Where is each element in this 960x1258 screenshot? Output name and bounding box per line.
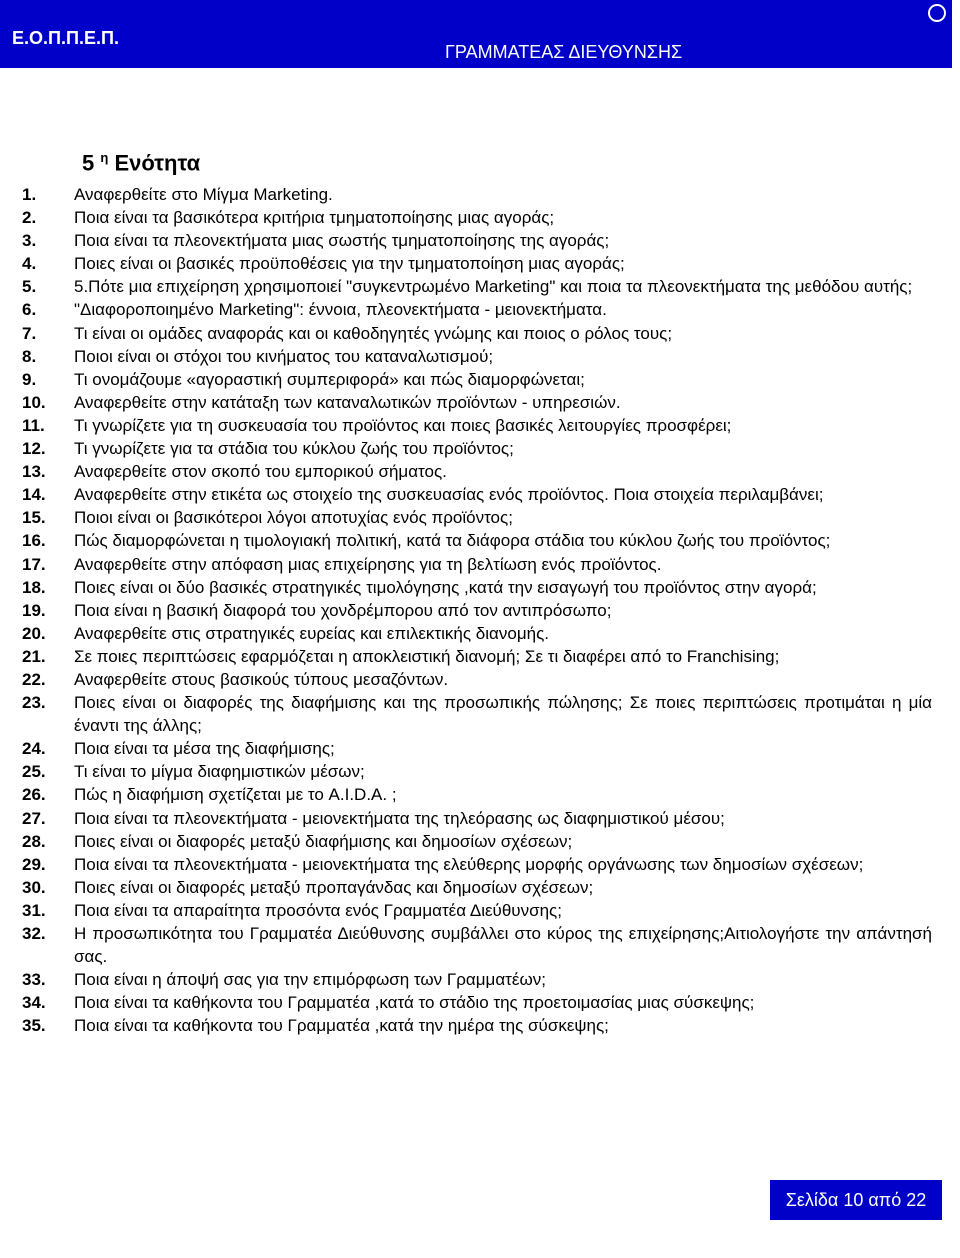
question-number: 31.	[22, 900, 46, 920]
question-text: Τι ονομάζουμε «αγοραστική συμπεριφορά» και πώς διαμορφώνεται;	[74, 369, 585, 389]
list-item	[22, 1014, 932, 1037]
section-title	[82, 150, 200, 176]
question-number: 33.	[22, 970, 46, 990]
question-text: Ποια είναι τα απαραίτητα προσόντα ενός Γραμματέα Διεύθυνσης;	[74, 900, 562, 920]
list-item	[22, 645, 932, 668]
list-item	[22, 553, 932, 576]
question-text: Ποιοι είναι οι στόχοι του κινήματος του καταναλωτισμού;	[74, 346, 494, 366]
list-item	[22, 830, 932, 853]
list-item	[22, 922, 932, 968]
question-text: Ποια είναι τα πλεονεκτήματα - μειονεκτήματα της τηλεόρασης ως διαφημιστικού μέσου;	[74, 808, 725, 828]
list-item	[22, 414, 932, 437]
list-item	[22, 853, 932, 876]
question-text: Ποια είναι τα πλεονεκτήματα μιας σωστής τμηματοποίησης της αγοράς;	[74, 231, 610, 251]
question-text: Ποια είναι τα καθήκοντα του Γραμματέα ,κατά το στάδιο της προετοιμασίας μιας σύσκεψης;	[74, 993, 755, 1013]
question-number: 34.	[22, 993, 46, 1013]
question-text: Η προσωπικότητα του Γραμματέα Διεύθυνσης συμβάλλει στο κύρος της επιχείρησης;Αιτιολογήστε την απάντησή σας.	[74, 924, 932, 967]
question-text: Ποια είναι τα μέσα της διαφήμισης;	[74, 739, 335, 759]
list-item	[22, 737, 932, 760]
question-text: Ποια είναι τα καθήκοντα του Γραμματέα ,κατά την ημέρα της σύσκεψης;	[74, 1016, 609, 1036]
question-text: Αναφερθείτε στο Μίγμα Marketing.	[74, 185, 333, 204]
question-text: Ποια είναι η βασική διαφορά του χονδρέμπορου από τον αντιπρόσωπο;	[74, 600, 612, 620]
list-item	[22, 668, 932, 691]
document-role-title: ΓΡΑΜΜΑΤΕΑΣ ΔΙΕΥΘΥΝΣΗΣ	[445, 42, 683, 62]
question-number: 1.	[22, 185, 37, 204]
list-item	[22, 760, 932, 783]
list-item	[22, 622, 932, 645]
question-text: 5.Πότε μια επιχείρηση χρησιμοποιεί "συγκεντρωμένο Marketing" και ποια τα πλεονεκτήματα της μεθόδου αυτής;	[74, 277, 913, 297]
question-text: Σε ποιες περιπτώσεις εφαρμόζεται η αποκλειστική διανομή; Σε τι διαφέρει από το Franchising;	[74, 646, 780, 666]
question-number: 20.	[22, 623, 46, 643]
question-text: Αναφερθείτε στους βασικούς τύπους μεσαζόντων.	[74, 669, 449, 689]
question-text: "Διαφοροποιημένο Marketing": έννοια, πλεονεκτήματα - μειονεκτήματα.	[74, 300, 607, 320]
list-item	[22, 252, 932, 275]
list-item	[22, 229, 932, 252]
question-number: 30.	[22, 877, 46, 897]
list-item	[22, 876, 932, 899]
question-number: 26.	[22, 785, 46, 805]
question-text: Αναφερθείτε στην κατάταξη των καταναλωτικών προϊόντων - υπηρεσιών.	[74, 392, 621, 412]
list-item	[22, 529, 932, 552]
question-text: Ποια είναι τα βασικότερα κριτήρια τμηματοποίησης μιας αγοράς;	[74, 208, 555, 228]
question-text: Ποιες είναι οι διαφορές της διαφήμισης και της προσωπικής πώλησης; Σε ποιες περιπτώσεις προτιμάται η μία έναντι της άλλης;	[74, 693, 932, 736]
question-number: 2.	[22, 208, 37, 228]
list-item	[22, 807, 932, 830]
section-superscript: η	[100, 150, 109, 165]
question-text: Πώς διαμορφώνεται η τιμολογιακή πολιτική, κατά τα διάφορα στάδια του κύκλου ζωής του προϊόντος;	[74, 531, 831, 551]
list-item	[22, 345, 932, 368]
question-number: 5.	[22, 277, 37, 297]
page-header	[0, 0, 955, 68]
list-item	[22, 183, 932, 206]
question-number: 28.	[22, 831, 46, 851]
list-item	[22, 968, 932, 991]
question-text: Τι είναι οι ομάδες αναφοράς και οι καθοδηγητές γνώμης και ποιος ο ρόλος τους;	[74, 323, 673, 343]
question-number: 15.	[22, 508, 46, 528]
list-item	[22, 322, 932, 345]
question-number: 19.	[22, 600, 46, 620]
question-number: 23.	[22, 693, 46, 713]
question-number: 3.	[22, 231, 37, 251]
question-number: 12.	[22, 439, 46, 459]
question-number: 7.	[22, 323, 37, 343]
question-text: Τι γνωρίζετε για τα στάδια του κύκλου ζωής του προϊόντος;	[74, 439, 514, 459]
question-text: Πώς η διαφήμιση σχετίζεται με το A.I.D.A. ;	[74, 785, 397, 805]
question-number: 10.	[22, 392, 46, 412]
question-number: 21.	[22, 646, 46, 666]
circle-icon	[928, 4, 946, 22]
list-item	[22, 483, 932, 506]
question-text: Αναφερθείτε στις στρατηγικές ευρείας και επιλεκτικής διανομής.	[74, 623, 549, 643]
list-item	[22, 368, 932, 391]
question-number: 24.	[22, 739, 46, 759]
question-text: Ποιες είναι οι βασικές προϋποθέσεις για την τμηματοποίηση μιας αγοράς;	[74, 254, 625, 274]
question-text: Τι είναι το μίγμα διαφημιστικών μέσων;	[74, 762, 365, 782]
question-number: 4.	[22, 254, 37, 274]
question-number: 32.	[22, 924, 46, 943]
question-text: Ποιες είναι οι διαφορές μεταξύ διαφήμισης και δημοσίων σχέσεων;	[74, 831, 573, 851]
question-number: 16.	[22, 531, 46, 551]
question-text: Ποιες είναι οι δύο βασικές στρατηγικές τιμολόγησης ,κατά την εισαγωγή του προϊόντος στην αγορά;	[74, 577, 817, 597]
question-number: 22.	[22, 669, 46, 689]
list-item	[22, 298, 932, 321]
question-text: Αναφερθείτε στον σκοπό του εμπορικού σήματος.	[74, 462, 447, 482]
question-number: 29.	[22, 854, 46, 874]
question-number: 27.	[22, 808, 46, 828]
page-number: Σελίδα 10 από 22	[785, 1189, 927, 1210]
question-list	[22, 183, 932, 1037]
organization-name: Ε.Ο.Π.Π.Ε.Π.	[12, 28, 120, 48]
question-number: 8.	[22, 346, 37, 366]
list-item	[22, 206, 932, 229]
question-number: 13.	[22, 462, 46, 482]
question-text: Ποια είναι τα πλεονεκτήματα - μειονεκτήματα της ελεύθερης μορφής οργάνωσης των δημοσίων σχέσεων;	[74, 854, 864, 874]
section-number: 5	[82, 150, 95, 176]
question-text: Τι γνωρίζετε για τη συσκευασία του προϊόντος και ποιες βασικές λειτουργίες προσφέρει;	[74, 415, 732, 435]
question-text: Αναφερθείτε στην ετικέτα ως στοιχείο της συσκευασίας ενός προϊόντος. Ποια στοιχεία περιλαμβάνει;	[74, 485, 824, 505]
list-item	[22, 899, 932, 922]
list-item	[22, 391, 932, 414]
question-text: Ποιοι είναι οι βασικότεροι λόγοι αποτυχίας ενός προϊόντος;	[74, 508, 513, 528]
list-item	[22, 599, 932, 622]
question-number: 11.	[22, 415, 45, 435]
question-number: 25.	[22, 762, 46, 782]
list-item	[22, 691, 932, 737]
question-number: 6.	[22, 300, 37, 320]
question-number: 18.	[22, 577, 46, 597]
question-text: Ποιες είναι οι διαφορές μεταξύ προπαγάνδας και δημοσίων σχέσεων;	[74, 877, 594, 897]
list-item	[22, 506, 932, 529]
question-text: Ποια είναι η άποψή σας για την επιμόρφωση των Γραμματέων;	[74, 970, 546, 990]
question-number: 9.	[22, 369, 37, 389]
list-item	[22, 275, 932, 298]
question-number: 17.	[22, 554, 46, 574]
list-item	[22, 437, 932, 460]
section-word: Ενότητα	[114, 150, 201, 176]
question-number: 35.	[22, 1016, 46, 1036]
list-item	[22, 991, 932, 1014]
question-text: Αναφερθείτε στην απόφαση μιας επιχείρησης για τη βελτίωση ενός προϊόντος.	[74, 554, 662, 574]
page-number-box	[770, 1180, 942, 1220]
list-item	[22, 783, 932, 806]
list-item	[22, 576, 932, 599]
list-item	[22, 460, 932, 483]
question-number: 14.	[22, 485, 46, 505]
